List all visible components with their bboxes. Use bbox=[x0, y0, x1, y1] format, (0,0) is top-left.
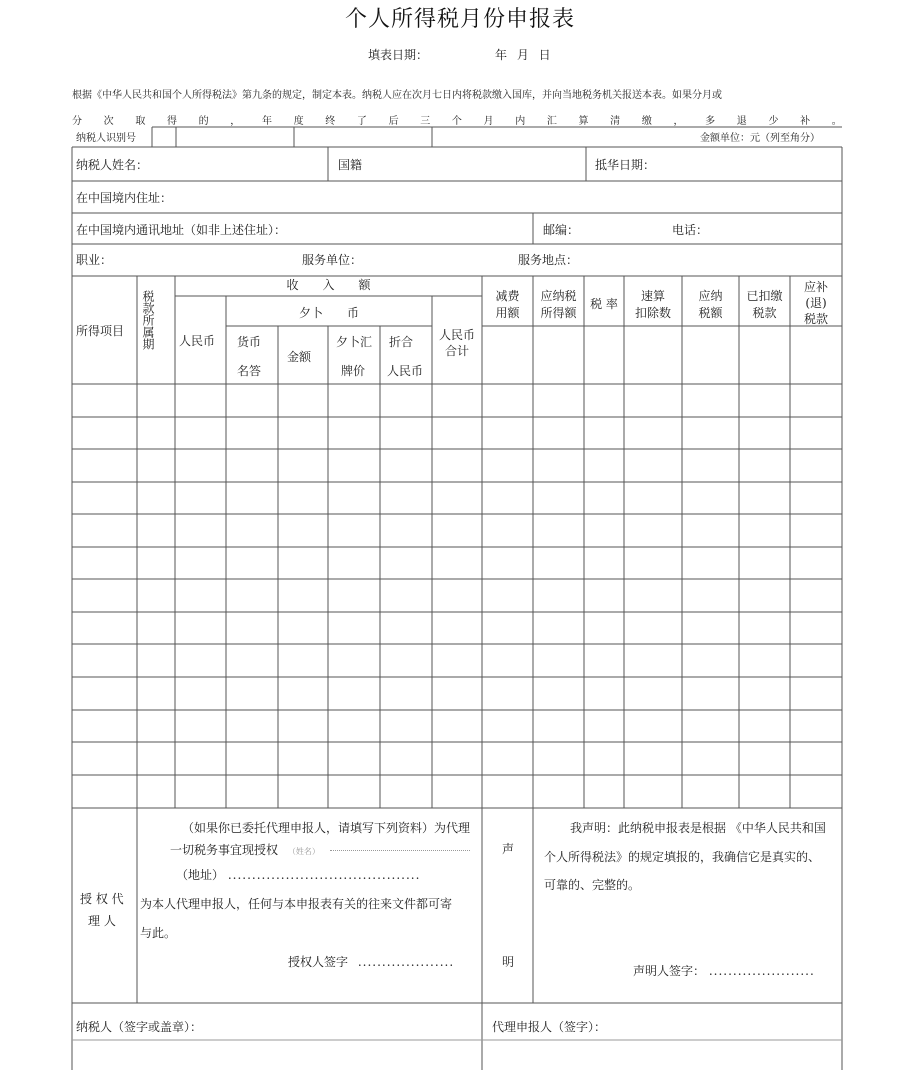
header-deduction-1: 减费 bbox=[495, 289, 520, 303]
header-rmb-total-1: 人民币 bbox=[439, 328, 476, 342]
header-refund-1: 应补 bbox=[803, 280, 828, 294]
agent-sign-label: 授权人签字 bbox=[288, 955, 349, 969]
header-taxable-1: 应纳税 bbox=[540, 289, 577, 303]
declaration-line1: 我声明：此纳税申报表是根据 《中华人民共和国 bbox=[570, 821, 826, 835]
header-refund-2: (退) bbox=[805, 296, 827, 310]
occupation-label: 职业： bbox=[76, 253, 113, 267]
header-tax-due-1: 应纳 bbox=[698, 289, 723, 303]
header-currency-name-1: 货币 bbox=[237, 335, 262, 349]
intro-line2-char: 年 bbox=[261, 116, 272, 127]
intro-line2-char: 。 bbox=[831, 116, 842, 127]
intro-line2-char: 多 bbox=[705, 116, 716, 127]
taxpayer-id-label: 纳税人识别号 bbox=[76, 133, 136, 144]
intro-line2-char: 补 bbox=[800, 116, 811, 127]
header-refund-3: 税款 bbox=[803, 312, 828, 326]
intro-line2-char: 个 bbox=[451, 116, 462, 127]
employer-label: 服务单位： bbox=[302, 253, 363, 267]
header-converted-2: 人民币 bbox=[387, 364, 424, 378]
mail-address-label: 在中国境内通讯地址（如非上述住址）： bbox=[76, 223, 287, 237]
intro-line2-char: 三 bbox=[420, 116, 431, 127]
declaration-sign-field[interactable]: ...................... bbox=[708, 964, 815, 978]
work-location-label: 服务地点： bbox=[518, 253, 579, 267]
fill-date-value[interactable]: 年 月 日 bbox=[495, 48, 551, 62]
amount-unit-note: 金额单位：元（列至角分） bbox=[700, 133, 820, 144]
header-deduction-2: 用额 bbox=[495, 306, 520, 320]
intro-line2-char: 终 bbox=[325, 116, 336, 127]
fill-date-label: 填表日期： bbox=[368, 48, 429, 62]
phone-label: 电话： bbox=[672, 223, 709, 237]
agent-sign-field[interactable]: .................... bbox=[357, 955, 455, 969]
agent-label-1: 授 权 代 bbox=[80, 892, 124, 906]
intro-line2-char: 取 bbox=[135, 116, 146, 127]
header-currency-name-2: 名答 bbox=[237, 364, 262, 378]
header-tax-due-2: 税额 bbox=[698, 306, 723, 320]
intro-paragraph-line1: 根据《中华人民共和国个人所得税法》第九条的规定，制定本表。纳税人应在次月七日内将税款缴入国库，并向当地税务机关报送本表。如果分月或 bbox=[72, 90, 722, 101]
intro-line2-char: 退 bbox=[736, 116, 747, 127]
agent-address-label: （地址） bbox=[176, 868, 225, 882]
intro-line2-char: 月 bbox=[483, 116, 494, 127]
header-taxable-2: 所得额 bbox=[540, 306, 577, 320]
header-converted-1: 折合 bbox=[389, 335, 414, 349]
header-tax-period: 税款所属期 bbox=[141, 290, 155, 350]
header-quick-deduction-2: 扣除数 bbox=[634, 306, 671, 320]
intro-line2-char: ， bbox=[673, 116, 684, 127]
declaration-line3: 可靠的、完整的。 bbox=[544, 878, 641, 892]
page-title: 个人所得税月份申报表 bbox=[344, 7, 575, 32]
header-exchange-rate-1: 夕卜汇 bbox=[336, 335, 373, 349]
intro-line2-char: 后 bbox=[388, 116, 399, 127]
arrival-date-label: 抵华日期： bbox=[595, 158, 656, 172]
agent-label-2: 理 人 bbox=[88, 914, 116, 928]
agent-address-field[interactable]: ........................................ bbox=[227, 868, 421, 882]
taxpayer-signature-label: 纳税人（签字或盖章）： bbox=[76, 1020, 203, 1034]
header-exchange-rate-2: 牌价 bbox=[341, 364, 366, 378]
china-address-label: 在中国境内住址： bbox=[76, 191, 173, 205]
intro-line2-char: 了 bbox=[356, 116, 367, 127]
intro-line2-char: 清 bbox=[610, 116, 621, 127]
intro-line2-char: 得 bbox=[166, 116, 177, 127]
agent-signature bbox=[288, 953, 454, 970]
agent-line5: 与此。 bbox=[140, 926, 177, 940]
intro-line2-char: 的 bbox=[198, 116, 209, 127]
header-rmb: 人民币 bbox=[179, 334, 216, 348]
declaration-line2: 个人所得税法》的规定填报的，我确信它是真实的、 bbox=[544, 850, 821, 864]
agent-name-field[interactable]: （姓名） bbox=[287, 847, 320, 856]
header-withheld-1: 已扣缴 bbox=[746, 289, 783, 303]
declaration-label-2: 明 bbox=[502, 955, 515, 969]
intro-line2-char: 分 bbox=[72, 116, 82, 127]
header-tax-rate: 税 率 bbox=[590, 297, 618, 311]
header-amount: 金额 bbox=[287, 350, 312, 364]
taxpayer-name-label: 纳税人姓名： bbox=[76, 158, 149, 172]
agent-line2-text: 一切税务事宜现授权 bbox=[170, 843, 279, 857]
intro-line2-char: 算 bbox=[578, 116, 589, 127]
agent-name-line[interactable] bbox=[330, 850, 470, 851]
agent-reporter-signature-label: 代理申报人（签字）： bbox=[492, 1020, 607, 1034]
agent-line3 bbox=[176, 866, 420, 883]
header-quick-deduction-1: 速算 bbox=[640, 289, 665, 303]
intro-line2-char: ， bbox=[230, 116, 241, 127]
intro-line2-char: 度 bbox=[293, 116, 304, 127]
intro-line2-char: 缴 bbox=[641, 116, 652, 127]
header-rmb-total-2: 合计 bbox=[445, 344, 470, 358]
agent-line1: （如果你已委托代理申报人，请填写下列资料）为代理 bbox=[182, 821, 471, 835]
declaration-signature bbox=[633, 962, 815, 979]
header-income-amount: 收 入 额 bbox=[286, 278, 371, 292]
declaration-label-1: 声 bbox=[502, 842, 515, 856]
intro-line2-char: 汇 bbox=[546, 116, 557, 127]
intro-line2-char: 内 bbox=[515, 116, 526, 127]
agent-line4: 为本人代理申报人，任何与本申报表有关的往来文件都可寄 bbox=[140, 897, 453, 911]
header-foreign-currency: 夕卜 币 bbox=[298, 306, 359, 320]
postcode-label: 邮编： bbox=[543, 223, 580, 237]
agent-line2 bbox=[170, 841, 470, 858]
header-withheld-2: 税款 bbox=[752, 306, 777, 320]
nationality-label: 国籍 bbox=[338, 158, 363, 172]
declaration-sign-label: 声明人签字： bbox=[633, 964, 706, 978]
header-income-item: 所得项目 bbox=[76, 324, 125, 338]
intro-line2-char: 少 bbox=[768, 116, 779, 127]
intro-line2-char: 次 bbox=[103, 116, 114, 127]
